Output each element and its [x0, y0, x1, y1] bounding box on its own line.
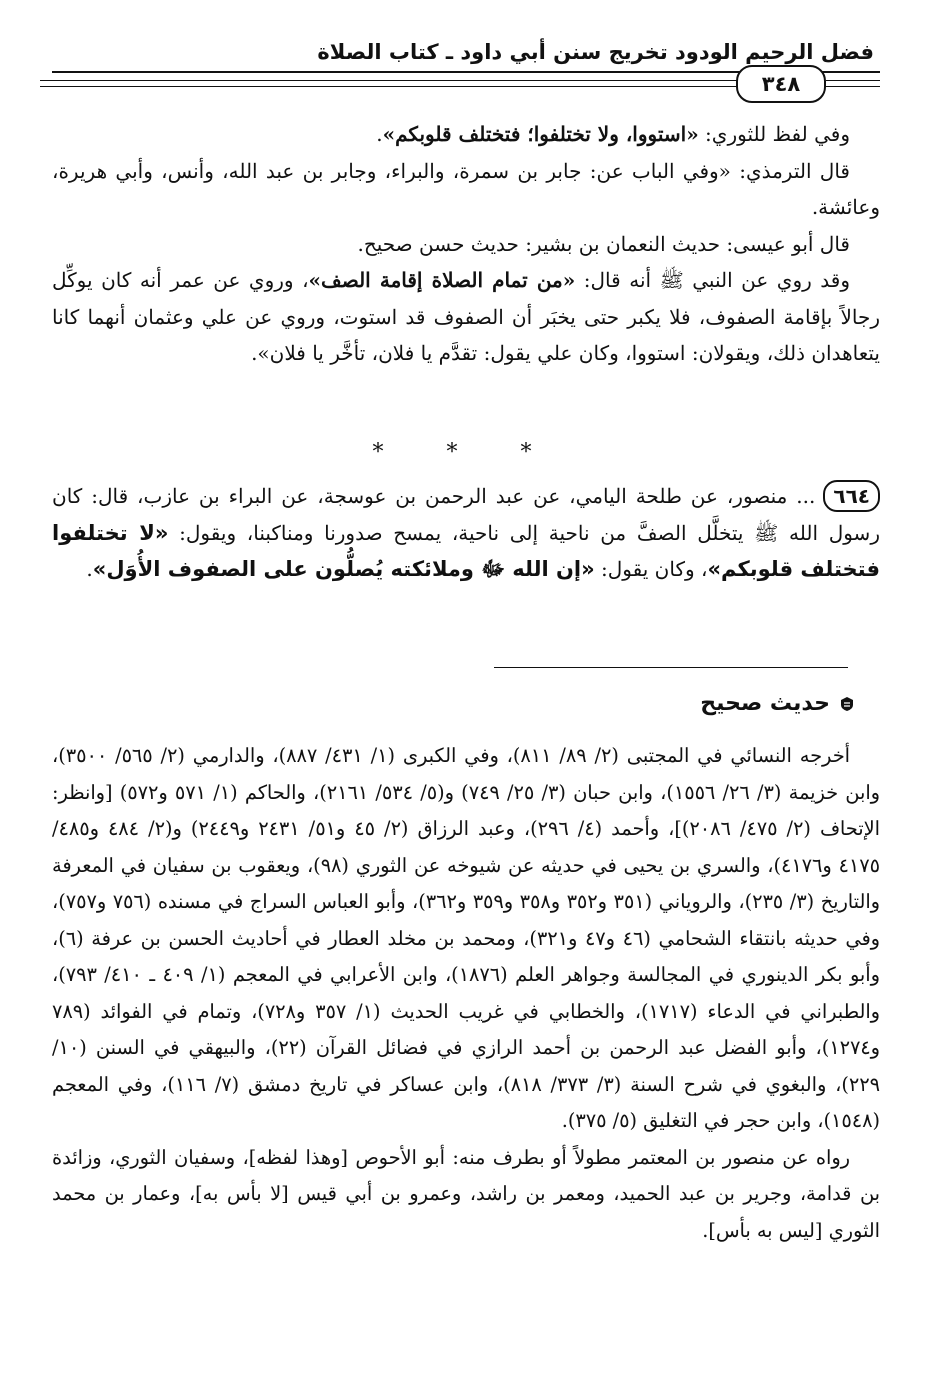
hadith-bold: «إن الله ﷻ وملائكته يُصلُّون على الصفوف الأُوَل»	[92, 557, 595, 581]
hadith-text-part: ، وكان يقول:	[594, 557, 708, 581]
footnote-divider	[494, 667, 848, 668]
paragraph-bold: «استووا، ولا تختلفوا؛ فتختلف قلوبكم»	[382, 122, 699, 146]
page-number-rule-left	[40, 80, 802, 81]
hadith-block	[52, 478, 880, 588]
paragraph-bold: «من تمام الصلاة إقامة الصف»	[308, 268, 576, 292]
paragraph-text: .	[376, 122, 383, 146]
grade-label: حديث صحيح	[700, 691, 830, 716]
page-number-rule-right	[826, 80, 880, 81]
grade-heading	[700, 691, 854, 716]
hadith-text	[52, 478, 880, 588]
page-number-rule-right-2	[826, 86, 880, 87]
page-number-rule-left-2	[40, 86, 802, 87]
hadith-bold: «لا تختلفوا فتختلف قلوبكم»	[52, 520, 880, 581]
paragraph	[52, 153, 880, 226]
paragraph-text: وفي لفظ للثوري:	[698, 122, 850, 146]
takhrij-section	[52, 738, 880, 1249]
running-header: فضل الرحيم الودود تخريج سنن أبي داود ـ كتاب الصلاة	[317, 40, 874, 64]
hadith-text-part: ... منصور، عن طلحة اليامي، عن عبد الرحمن بن عوسجة، عن البراء بن عازب، قال: كان رسول الله ﷺ يتخلَّل الصفَّ من ناحية إلى ناحية، يمسح صدورنا ومناكبنا، ويقول:	[52, 484, 880, 545]
top-section	[52, 116, 880, 372]
paragraph-text: قال أبو عيسى: حديث النعمان بن بشير: حديث حسن صحيح.	[357, 231, 850, 256]
page-number: ٣٤٨	[736, 65, 826, 103]
paragraph	[52, 116, 880, 153]
takhrij-paragraph: أخرجه النسائي في المجتبى (٢/ ٨٩/ ٨١١)، وفي الكبرى (١/ ٤٣١/ ٨٨٧)، والدارمي (٢/ ٥٦٥/ ٣٥٠٠)، وابن خزيمة (٣/ ٢٦/ ١٥٥٦)، وابن حبان (٣/ ٢٥/ ٧٤٩) و(٥/ ٥٣٤/ ٢١٦١)، والحاكم (١/ ٥٧١ و٥٧٢) [وانظر: الإتحاف (٢/ ٤٧٥/ ٢٠٨٦)]، وأحمد (٤/ ٢٩٦)، وعبد الرزاق (٢/ ٤٥ و٥١/ ٢٤٣١ و٢٤٤٩) و(٢/ ٤٨٤ و٤٨٥/ ٤١٧٥ و٤١٧٦)، والسري بن يحيى في حديثه عن شيوخه عن الثوري (٩٨)، ويعقوب بن سفيان في المعرفة والتاريخ (٣/ ٢٣٥)، والروياني (٣٥١ و٣٥٢ و٣٥٨ و٣٥٩ و٣٦٢)، وأبو العباس السراج في مسنده (٧٥٦ و٧٥٧)، وفي حديثه بانتقاء الشحامي (٤٦ و٤٧ و٣٢١)، ومحمد بن مخلد العطار في أحاديث الحسن بن عرفة (٦)، وأبو بكر الدينوري في المجالسة وجواهر العلم (١٨٧٦)، وابن الأعرابي في المعجم (١/ ٤٠٩ ـ ٤١٠/ ٧٩٣)، والطبراني في الدعاء (١٧١٧)، والخطابي في غريب الحديث (١/ ٣٥٧ و٧٢٨)، وتمام في الفوائد (٧٨٩ و١٢٧٤)، وأبو الفضل عبد الرحمن بن أحمد الرازي في فضائل القرآن (٢٢)، والبيهقي في السنن (١٠/ ٢٢٩)، والبغوي في شرح السنة (٣/ ٣٧٣/ ٨١٨)، وابن عساكر في تاريخ دمشق (٧/ ١١٦)، وفي المعجم (١٥٤٨)، وابن حجر في التغليق (٥/ ٣٧٥).	[52, 744, 880, 1132]
emblem-icon	[840, 696, 854, 712]
paragraph-text: قال الترمذي: «وفي الباب عن: جابر بن سمرة، والبراء، وجابر بن عبد الله، وأنس، وأبي هريرة، وعائشة.	[52, 158, 880, 219]
paragraph-text: ، وروي عن عمر أنه كان يوكِّل رجالاً بإقامة الصفوف، فلا يكبر حتى يخبَر أن الصفوف قد استوت، وروي عن علي وعثمان أنهما كانا يتعاهدان ذلك، ويقولان: استووا، وكان علي يقول: تقدَّم يا فلان، تأخَّر يا فلان».	[52, 268, 880, 365]
hadith-text-part: .	[86, 557, 93, 581]
hadith-number: ٦٦٤	[823, 480, 880, 512]
paragraph	[52, 226, 880, 263]
paragraph-text: وقد روي عن النبي ﷺ أنه قال:	[575, 268, 850, 292]
takhrij-paragraph: رواه عن منصور بن المعتمر مطولاً أو بطرف منه: أبو الأحوص [وهذا لفظه]، وسفيان الثوري، وزائدة بن قدامة، وجرير بن عبد الحميد، ومعمر بن راشد، وعمرو بن أبي قيس [لا بأس به]، وعمار بن محمد الثوري [ليس به بأس].	[52, 1145, 880, 1242]
paragraph	[52, 262, 880, 372]
section-separator: * * *	[372, 440, 560, 465]
